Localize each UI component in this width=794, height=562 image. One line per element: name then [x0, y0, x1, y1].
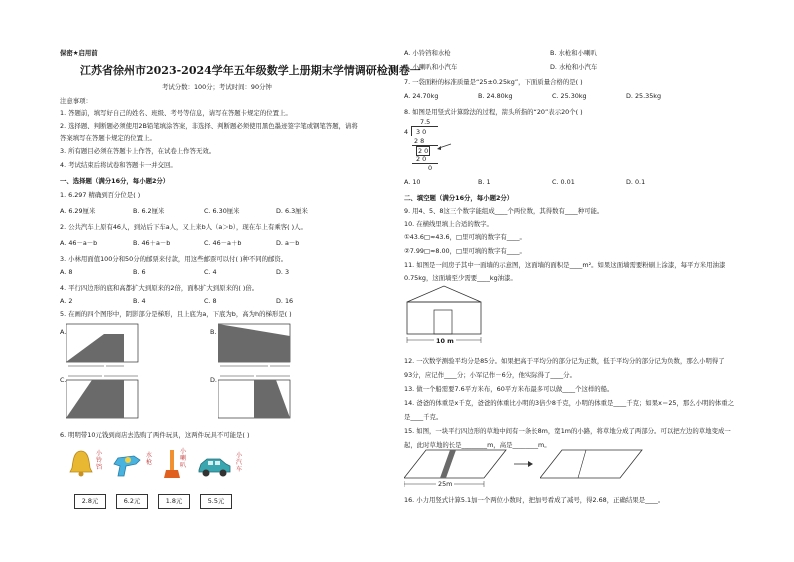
toy-car-icon — [196, 454, 232, 478]
q6-option-a: A. 小铃铛和水枪 — [404, 49, 451, 57]
notice-item: 3. 所有题目必须在答题卡上作答，在试卷上作答无效。 — [60, 147, 216, 155]
q7-option-d: D. 25.35kg — [626, 92, 662, 100]
division-step-1: 2 8 — [414, 137, 425, 145]
path-length-label: 25m — [438, 480, 453, 488]
right-arrow-icon — [514, 460, 534, 468]
q1-option-b: B. 6.2厘米 — [133, 207, 165, 215]
q1-option-d: D. 6.3厘米 — [276, 207, 308, 215]
q4-option-b: B. 4 — [133, 297, 146, 305]
q3-option-c: C. 4 — [204, 268, 217, 276]
notice-item: 1. 答题前，填写好自己的姓名、班级、考号等信息，请写在答题卡规定的位置上。 — [60, 109, 292, 117]
question-13: 13. 做一个船需要7.6平方米布，60平方米布最多可以做____个这样的船。 — [404, 385, 614, 393]
q3-option-b: B. 6 — [133, 268, 146, 276]
question-10a: ①43.6□≈43.6，□里可填的数字有____。 — [404, 233, 526, 241]
price-tag-car: 5.5元 — [200, 494, 232, 509]
toy-label-trumpet: 小喇叭 — [180, 448, 187, 469]
question-9: 9. 用4、5、8这三个数字能组成____个两位数，其得数有____种可能。 — [404, 207, 604, 215]
division-step-3: 2 0 — [416, 155, 427, 163]
section-choice-title: 一、选择题（满分16分，每小题2分） — [60, 177, 170, 185]
division-step-2: 2 0 — [418, 147, 429, 155]
question-11-line2: 0.75kg，这面墙至少需要____kg油漆。 — [404, 274, 517, 282]
notice-label: 注意事项： — [60, 97, 92, 105]
q8-option-c: C. 0.01 — [552, 178, 575, 186]
arrow-icon — [436, 142, 452, 152]
section-fill-title: 二、填空题（满分16分，每小题2分） — [404, 194, 514, 202]
q3-option-d: D. 3 — [276, 268, 290, 276]
q6-option-d: D. 水枪和小汽车 — [550, 63, 598, 71]
notice-item: 4. 考试结束后将试卷和答题卡一并交回。 — [60, 161, 177, 169]
parallelogram-result-figure — [540, 448, 644, 484]
q8-option-a: A. 10 — [404, 178, 421, 186]
toy-label-bell: 小铃铛 — [96, 450, 103, 471]
trumpet-icon — [163, 448, 181, 480]
q2-option-d: D. a－b — [276, 239, 300, 247]
notice-item: 答案填写在答题卡规定的位置上。 — [60, 134, 156, 142]
q8-option-d: D. 0.1 — [626, 178, 646, 186]
question-12-line2: 93分，应记作____分；小军记作－6分，他实际得了____分。 — [404, 371, 576, 379]
question-12-line1: 12. 一次数学测验平均分是85分。如果把高于平均分的部分记为正数，低于平均分的部分记为负数，那么小明得了 — [404, 357, 725, 365]
q5-figure-b — [218, 322, 298, 370]
division-bar — [412, 126, 438, 127]
q5-figure-a — [66, 322, 146, 370]
question-14-line2: 是____千克。 — [404, 413, 443, 421]
q2-option-c: C. 46－a＋b — [204, 239, 242, 247]
question-15-line1: 15. 如图，一块平行四边形的草地中间有一条长8m，宽1m的小路，将草地分成了两部分。可以把左边的草地变成一 — [404, 427, 731, 435]
question-3: 3. 小林用面值100分和50分的邮票来付款，用这些邮票可以付( )种不同的邮资。 — [60, 255, 288, 263]
question-10b: ②7.99□≈8.00，□里可填的数字有____。 — [404, 247, 526, 255]
house-width-label: 10 m — [436, 337, 454, 345]
division-divisor: 4 — [404, 128, 409, 136]
q1-option-a: A. 6.29厘米 — [60, 207, 96, 215]
q7-option-b: B. 24.80kg — [478, 92, 513, 100]
price-tag-watergun: 6.2元 — [116, 494, 148, 509]
secret-mark: 保密★启用前 — [60, 49, 98, 57]
question-7: 7. 一袋面粉的标准质量是“25±0.25kg”，下面质量合格的是( ) — [404, 78, 583, 86]
division-quotient: 7.5 — [420, 118, 431, 126]
q8-option-b: B. 1 — [478, 178, 491, 186]
question-1: 1. 6.297 精确到百分位是( ) — [60, 191, 141, 199]
q5-label-b: B. — [210, 328, 217, 336]
q1-option-c: C. 6.30厘米 — [204, 207, 240, 215]
question-6: 6. 明明带10元钱到商店去选购了两件玩具，这两件玩具不可能是( ) — [60, 431, 250, 439]
q5-label-d: D. — [210, 376, 217, 384]
q3-option-a: A. 8 — [60, 268, 73, 276]
question-15-line2: 起，此时草地的长是________m，高是________m。 — [404, 441, 551, 449]
toy-label-watergun: 水枪 — [146, 452, 153, 466]
price-tag-trumpet: 1.8元 — [158, 494, 190, 509]
q4-option-a: A. 2 — [60, 297, 73, 305]
price-tag-bell: 2.8元 — [74, 494, 106, 509]
q5-label-c: C. — [60, 376, 67, 384]
question-2: 2. 公共汽车上原有46人，到站后下车a人，又上来b人（a＞b），现在车上有乘客( )人。 — [60, 223, 307, 231]
division-line-2 — [412, 163, 438, 164]
exam-info: 考试分数：100分；考试时间：90分钟 — [162, 83, 272, 91]
q7-option-a: A. 24.70kg — [404, 92, 439, 100]
q2-option-b: B. 46＋a－b — [133, 239, 171, 247]
q6-option-b: B. 水枪和小喇叭 — [550, 49, 597, 57]
question-10: 10. 在横线里填上合适的数字。 — [404, 220, 493, 228]
q5-figure-c — [66, 372, 146, 424]
toy-label-car: 小汽车 — [236, 452, 243, 473]
bell-icon — [68, 448, 94, 478]
q7-option-c: C. 25.30kg — [552, 92, 587, 100]
question-11-line1: 11. 如图是一间房子其中一面墙的示意图，这面墙的面积是____m²。如果这面墙需要粉刷上涂漆，每平方米用油漆 — [404, 261, 726, 269]
q6-option-c: C. 小喇叭和小汽车 — [404, 63, 458, 71]
water-gun-icon — [112, 450, 142, 478]
page-title: 江苏省徐州市2023-2024学年五年级数学上册期末学情调研检测卷一 — [80, 64, 421, 77]
question-4: 4. 平行四边形的底和高都扩大到原来的2倍，面积扩大到原来的( )倍。 — [60, 284, 259, 292]
parallelogram-path-figure — [404, 448, 508, 490]
q2-option-a: A. 46－a－b — [60, 239, 98, 247]
q4-option-d: D. 16 — [276, 297, 294, 305]
division-dividend: 3 0 — [416, 128, 427, 136]
question-8: 8. 如图是用竖式计算除法的过程，箭头所指的“20”表示20个( ) — [404, 108, 583, 116]
q5-figure-d — [218, 372, 298, 424]
q4-option-c: C. 8 — [204, 297, 217, 305]
division-bracket — [411, 126, 412, 136]
question-14-line1: 14. 爸爸的体重是x千克，爸爸的体重比小明的3倍少8千克，小明的体重是____千克；如果x＝25，那么小明的体重之 — [404, 399, 734, 407]
division-remainder: 0 — [428, 164, 433, 172]
question-5: 5. 在画的四个图形中，阴影部分是梯形，且上底为a，下底为b，高为h的梯形是( ) — [60, 310, 292, 318]
q5-label-a: A. — [60, 328, 67, 336]
notice-item: 2. 选择题、判断题必须使用2B铅笔填涂答案，非选择、判断题必须使用黑色墨迹签字笔或钢笔答题，请将 — [60, 122, 358, 130]
question-16: 16. 小力用竖式计算5.1加一个两位小数时，把加号看成了减号，得2.68，正确结果是____。 — [404, 496, 665, 504]
